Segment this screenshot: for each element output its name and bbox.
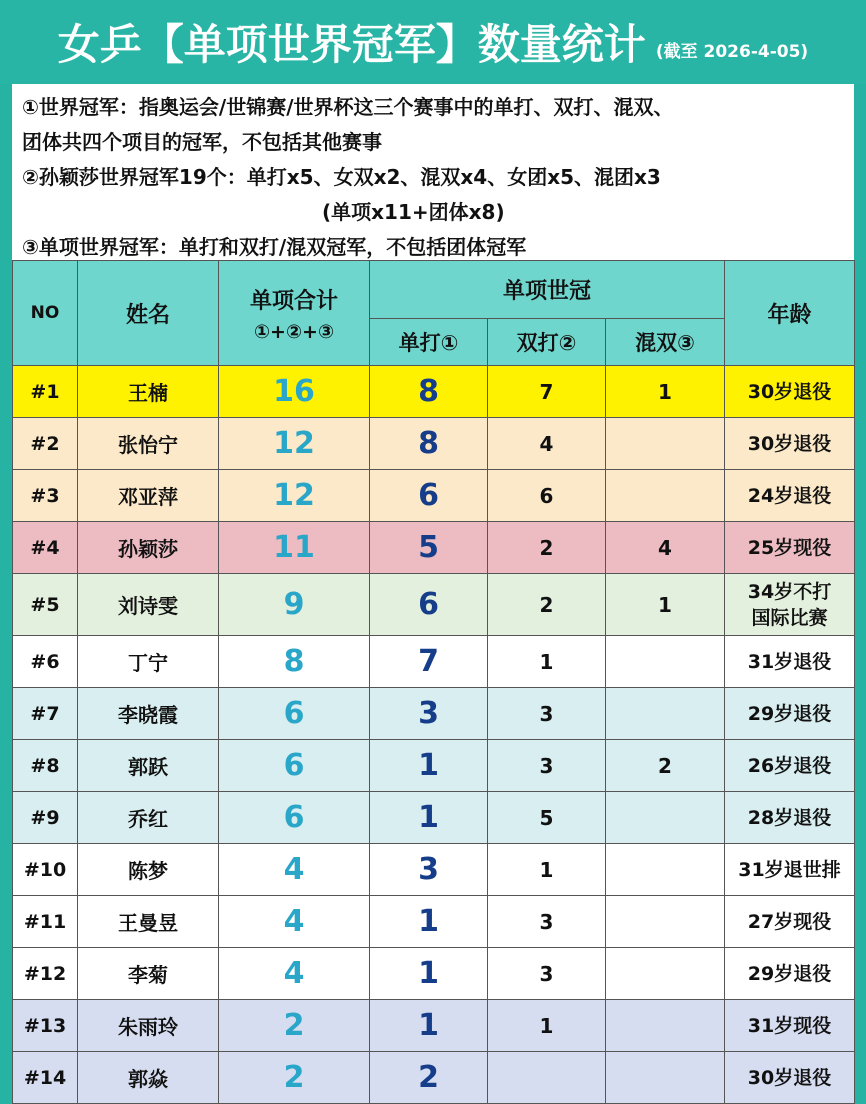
cell-singles: 7 <box>370 636 488 688</box>
cell-age <box>725 636 855 688</box>
header-total-formula: ①+②+③ <box>253 320 335 343</box>
cell-doubles: 3 <box>488 740 606 792</box>
cell-age-line1: 24岁退役 <box>747 484 832 507</box>
cell-mixed: 4 <box>606 522 725 574</box>
cell-age-line1: 31岁退役 <box>747 650 832 673</box>
cell-singles: 6 <box>370 470 488 522</box>
cell-singles: 2 <box>370 1052 488 1104</box>
cell-age-line1: 31岁现役 <box>747 1014 832 1037</box>
cell-age-line1: 29岁退役 <box>747 962 832 985</box>
cell-total: 8 <box>219 636 370 688</box>
cell-mixed <box>606 1052 725 1104</box>
note-line-1: ①世界冠军：指奥运会/世锦赛/世界杯这三个赛事中的单打、双打、混双、 <box>22 95 674 119</box>
table-row <box>13 1000 855 1052</box>
cell-age-line1: 25岁现役 <box>747 536 832 559</box>
header-total <box>219 261 370 366</box>
cell-mixed <box>606 792 725 844</box>
table-row <box>13 470 855 522</box>
cell-age-line1: 29岁退役 <box>747 702 832 725</box>
cell-total: 6 <box>219 688 370 740</box>
cell-total: 11 <box>219 522 370 574</box>
notes-panel <box>12 84 854 260</box>
cell-singles: 1 <box>370 1000 488 1052</box>
cell-doubles: 1 <box>488 636 606 688</box>
cell-total: 9 <box>219 574 370 636</box>
header-name: 姓名 <box>78 261 219 366</box>
cell-doubles: 5 <box>488 792 606 844</box>
cell-no: #13 <box>13 1000 78 1052</box>
note-line-4: (单项x11+团体x8) <box>322 200 505 224</box>
table-row <box>13 522 855 574</box>
cell-doubles: 3 <box>488 896 606 948</box>
cell-total: 12 <box>219 418 370 470</box>
cell-total: 4 <box>219 896 370 948</box>
title-date: (截至 2026-4-05) <box>655 41 809 62</box>
cell-mixed <box>606 636 725 688</box>
cell-name: 王曼昱 <box>78 896 219 948</box>
cell-age <box>725 948 855 1000</box>
table-row <box>13 1052 855 1104</box>
cell-total: 4 <box>219 948 370 1000</box>
table-row <box>13 792 855 844</box>
cell-doubles <box>488 1052 606 1104</box>
champions-table <box>12 260 855 1104</box>
cell-name: 丁宁 <box>78 636 219 688</box>
cell-singles: 3 <box>370 844 488 896</box>
cell-age <box>725 740 855 792</box>
cell-total: 6 <box>219 792 370 844</box>
cell-name: 刘诗雯 <box>78 574 219 636</box>
table-row <box>13 636 855 688</box>
cell-name: 王楠 <box>78 366 219 418</box>
table-row <box>13 574 855 636</box>
cell-no: #14 <box>13 1052 78 1104</box>
cell-no: #10 <box>13 844 78 896</box>
cell-total: 16 <box>219 366 370 418</box>
cell-age <box>725 844 855 896</box>
cell-age <box>725 1000 855 1052</box>
cell-age-line2: 国际比赛 <box>751 606 828 629</box>
cell-doubles: 7 <box>488 366 606 418</box>
cell-name: 郭跃 <box>78 740 219 792</box>
cell-name: 李晓霞 <box>78 688 219 740</box>
cell-doubles: 6 <box>488 470 606 522</box>
cell-name: 李菊 <box>78 948 219 1000</box>
cell-total: 6 <box>219 740 370 792</box>
header-total-label: 单项合计 <box>249 288 338 314</box>
cell-doubles: 2 <box>488 574 606 636</box>
cell-age <box>725 574 855 636</box>
cell-age-line1: 31岁退世排 <box>738 858 841 881</box>
cell-no: #12 <box>13 948 78 1000</box>
note-line-3: ②孙颖莎世界冠军19个：单打x5、女双x2、混双x4、女团x5、混团x3 <box>22 165 661 189</box>
cell-total: 2 <box>219 1000 370 1052</box>
cell-doubles: 2 <box>488 522 606 574</box>
title-text: 女乒【单项世界冠军】数量统计 <box>57 20 646 69</box>
cell-no: #7 <box>13 688 78 740</box>
cell-singles: 1 <box>370 740 488 792</box>
cell-mixed <box>606 1000 725 1052</box>
note-line-2: 团体共四个项目的冠军，不包括其他赛事 <box>22 130 382 154</box>
cell-total: 12 <box>219 470 370 522</box>
cell-mixed <box>606 688 725 740</box>
table-row <box>13 948 855 1000</box>
cell-no: #5 <box>13 574 78 636</box>
cell-singles: 5 <box>370 522 488 574</box>
cell-age-line1: 28岁退役 <box>747 806 832 829</box>
cell-mixed <box>606 896 725 948</box>
table-row <box>13 844 855 896</box>
header-singles: 单打① <box>370 319 488 366</box>
table-row <box>13 418 855 470</box>
cell-age-line1: 34岁不打 <box>747 580 832 603</box>
cell-singles: 3 <box>370 688 488 740</box>
cell-age-line1: 26岁退役 <box>747 754 832 777</box>
cell-mixed <box>606 948 725 1000</box>
cell-no: #9 <box>13 792 78 844</box>
cell-no: #1 <box>13 366 78 418</box>
cell-age <box>725 366 855 418</box>
cell-name: 郭焱 <box>78 1052 219 1104</box>
page-title <box>0 0 866 84</box>
cell-singles: 6 <box>370 574 488 636</box>
cell-no: #4 <box>13 522 78 574</box>
cell-no: #6 <box>13 636 78 688</box>
cell-singles: 1 <box>370 792 488 844</box>
cell-doubles: 1 <box>488 1000 606 1052</box>
cell-age <box>725 792 855 844</box>
cell-name: 朱雨玲 <box>78 1000 219 1052</box>
table-row <box>13 896 855 948</box>
cell-name: 陈梦 <box>78 844 219 896</box>
cell-no: #3 <box>13 470 78 522</box>
header-mixed: 混双③ <box>606 319 725 366</box>
cell-mixed <box>606 470 725 522</box>
cell-age <box>725 1052 855 1104</box>
cell-no: #11 <box>13 896 78 948</box>
header-no: NO <box>13 261 78 366</box>
cell-doubles: 3 <box>488 948 606 1000</box>
cell-name: 邓亚萍 <box>78 470 219 522</box>
cell-singles: 8 <box>370 418 488 470</box>
cell-doubles: 4 <box>488 418 606 470</box>
cell-singles: 1 <box>370 948 488 1000</box>
table-row <box>13 688 855 740</box>
cell-doubles: 3 <box>488 688 606 740</box>
table-row <box>13 366 855 418</box>
cell-total: 2 <box>219 1052 370 1104</box>
cell-name: 张怡宁 <box>78 418 219 470</box>
cell-age-line1: 27岁现役 <box>747 910 832 933</box>
header-age: 年龄 <box>725 261 855 366</box>
cell-age <box>725 896 855 948</box>
cell-age-line1: 30岁退役 <box>747 432 832 455</box>
cell-age <box>725 418 855 470</box>
cell-age-line1: 30岁退役 <box>747 1066 832 1089</box>
cell-singles: 8 <box>370 366 488 418</box>
cell-total: 4 <box>219 844 370 896</box>
cell-no: #8 <box>13 740 78 792</box>
cell-no: #2 <box>13 418 78 470</box>
cell-age <box>725 522 855 574</box>
cell-mixed: 1 <box>606 574 725 636</box>
cell-mixed <box>606 418 725 470</box>
cell-name: 孙颖莎 <box>78 522 219 574</box>
cell-doubles: 1 <box>488 844 606 896</box>
header-group: 单项世冠 <box>370 261 725 319</box>
cell-name: 乔红 <box>78 792 219 844</box>
cell-age-line1: 30岁退役 <box>747 380 832 403</box>
cell-mixed: 2 <box>606 740 725 792</box>
note-line-5: ③单项世界冠军：单打和双打/混双冠军，不包括团体冠军 <box>22 235 527 259</box>
cell-singles: 1 <box>370 896 488 948</box>
header-doubles: 双打② <box>488 319 606 366</box>
table-row <box>13 740 855 792</box>
cell-age <box>725 470 855 522</box>
cell-mixed: 1 <box>606 366 725 418</box>
cell-age <box>725 688 855 740</box>
cell-mixed <box>606 844 725 896</box>
